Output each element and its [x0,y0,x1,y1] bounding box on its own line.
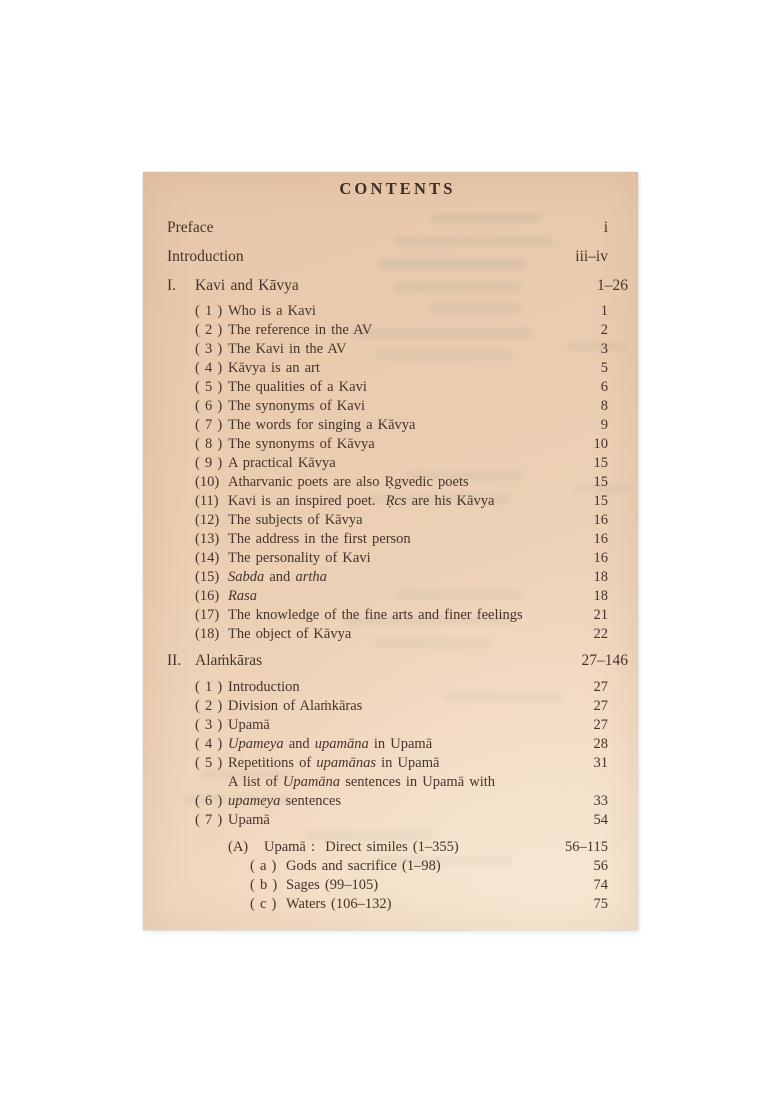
item-page-number: 27 [593,679,608,695]
item-page-number: 27 [593,717,608,733]
subsection-child-row [167,857,628,876]
italic-term: Sabda [228,569,265,585]
item-text [228,568,594,587]
front-matter-label: Introduction [167,248,244,265]
toc-item-row [167,359,628,378]
item-text: Who is a Kavi [228,303,316,319]
italic-term: Rasa [228,588,257,604]
page-content [143,172,638,930]
section-title: Alaṁkāras [195,652,263,669]
subsection-block [167,838,628,914]
section-heading [167,651,628,670]
item-number: ( 2 ) [195,698,223,714]
item-text [228,735,594,754]
item-text: Sages (99–105) [286,877,379,893]
front-matter-page-number: iii–iv [575,248,608,265]
section-heading [167,276,628,295]
item-text: The words for singing a Kāvya [228,417,416,433]
item-text: Atharvanic poets are also Ṛgvedic poets [228,474,469,490]
item-page-number: 28 [593,736,608,752]
plain-text: are his Kāvya [406,493,495,509]
item-page-number: 21 [593,607,608,623]
book-page [143,172,638,930]
item-page-number: 31 [593,755,608,771]
item-number: ( 8 ) [195,436,223,452]
item-text: The synonyms of Kavi [228,398,365,414]
italic-term: Ṛcs [385,493,407,509]
item-page-number: 16 [593,512,608,528]
item-number: ( 5 ) [195,379,223,395]
toc-item-row [167,697,628,716]
toc-item-row [167,302,628,321]
item-text [228,773,554,811]
item-text [228,587,594,606]
toc-item-row [167,811,628,830]
item-text: Division of Alaṁkāras [228,698,363,714]
item-number: (10) [195,474,220,490]
item-number: ( 4 ) [195,360,223,376]
plain-text: sentences in Upamā with [340,774,501,790]
item-page-number: 22 [593,626,608,642]
item-number: (18) [195,626,220,642]
subsection-child-row [167,876,628,895]
item-number: (11) [195,493,219,509]
item-text [228,492,594,511]
toc-section [167,276,628,644]
front-matter-row [167,218,628,237]
italic-term: upamāna [314,736,369,752]
item-number: (16) [195,588,220,604]
item-text: Upamā [228,717,270,733]
item-page-number: 16 [593,550,608,566]
item-number: ( 2 ) [195,322,223,338]
item-text: The qualities of a Kavi [228,379,367,395]
section-items [167,302,628,644]
item-text: Introduction [228,679,300,695]
toc-item-row [167,378,628,397]
item-page-number: 1 [600,303,608,319]
item-text: The subjects of Kāvya [228,512,363,528]
item-text: The Kavi in the AV [228,341,347,357]
item-text: Gods and sacrifice (1–98) [286,858,441,874]
plain-text: in Upamā [376,755,440,771]
plain-text: and [283,736,315,752]
item-text: The object of Kāvya [228,626,352,642]
item-number: (12) [195,512,220,528]
item-page-number: 27 [593,698,608,714]
item-page-number: 5 [600,360,608,376]
plain-text: in Upamā [368,736,433,752]
item-number: ( c ) [250,896,277,912]
subsection-child-row [167,895,628,914]
item-number: (17) [195,607,220,623]
section-items [167,678,628,830]
toc-item-row [167,735,628,754]
toc-item-row [167,397,628,416]
item-page-number: 15 [593,474,608,490]
toc-item-row [167,492,628,511]
item-page-number: 18 [593,569,608,585]
item-text: Upamā : Direct similes (1–355) [264,839,459,855]
item-number: ( 7 ) [195,812,223,828]
section-page-range: 27–146 [581,652,628,669]
italic-term: Upameya [228,736,284,752]
toc-item-row [167,473,628,492]
item-number: (15) [195,569,220,585]
item-number: ( 3 ) [195,341,223,357]
item-page-number: 16 [593,531,608,547]
item-page-number: 8 [600,398,608,414]
item-number: ( b ) [250,877,278,893]
item-page-number: 74 [593,877,608,893]
toc-item-row [167,454,628,473]
item-page-number: 2 [600,322,608,338]
item-number: ( 7 ) [195,417,223,433]
section-page-range: 1–26 [597,277,628,294]
item-number: ( 6 ) [195,398,223,414]
item-page-number: 6 [600,379,608,395]
toc-item-row [167,340,628,359]
toc-item-row [167,549,628,568]
toc-item-row [167,416,628,435]
item-number: ( 1 ) [195,679,223,695]
toc-item-row [167,587,628,606]
section-title: Kavi and Kāvya [195,277,299,294]
item-text: The personality of Kavi [228,550,371,566]
front-matter-row [167,247,628,266]
item-number: ( 4 ) [195,736,223,752]
item-text [228,754,594,773]
plain-text: and [264,569,296,585]
item-number: ( 6 ) [195,793,223,809]
item-number: ( 1 ) [195,303,223,319]
italic-term: artha [295,569,327,585]
front-matter-page-number: i [603,219,608,236]
item-text: The knowledge of the fine arts and finer feelings [228,607,523,623]
item-text: The reference in the AV [228,322,373,338]
item-page-number: 18 [593,588,608,604]
item-page-number: 33 [593,793,608,809]
toc-item-row [167,568,628,587]
subsection-heading-row [167,838,628,857]
section-numeral: I. [167,277,177,294]
toc-item-row [167,625,628,644]
toc-section [167,651,628,914]
item-number: (13) [195,531,220,547]
toc-item-row [167,435,628,454]
plain-text: sentences [280,793,342,809]
toc-item-row [167,678,628,697]
item-page-number: 56–115 [565,839,608,855]
plain-text: Repetitions of [228,755,317,771]
item-page-number: 56 [593,858,608,874]
item-page-number: 3 [600,341,608,357]
item-page-number: 15 [593,493,608,509]
toc-item-row [167,754,628,773]
toc-item-row [167,773,628,811]
item-number: ( 3 ) [195,717,223,733]
item-page-number: 9 [600,417,608,433]
item-page-number: 15 [593,455,608,471]
item-text: Kāvya is an art [228,360,320,376]
toc-item-row [167,606,628,625]
section-numeral: II. [167,652,182,669]
italic-term: upamānas [316,755,377,771]
item-text: A practical Kāvya [228,455,336,471]
item-page-number: 54 [593,812,608,828]
item-number: ( a ) [250,858,277,874]
item-number: (A) [228,839,249,855]
italic-term: upameya [228,793,281,809]
front-matter-label: Preface [167,219,214,236]
page-title: CONTENTS [339,179,456,198]
toc-item-row [167,530,628,549]
item-text: Upamā [228,812,270,828]
item-page-number: 10 [593,436,608,452]
item-number: ( 5 ) [195,755,223,771]
toc-item-row [167,321,628,340]
item-page-number: 75 [593,896,608,912]
item-text: The address in the first person [228,531,411,547]
front-matter [167,218,628,266]
toc-sections [167,276,628,914]
plain-text: Kavi is an inspired poet. [228,493,386,509]
item-text: Waters (106–132) [286,896,392,912]
item-text: The synonyms of Kāvya [228,436,375,452]
item-number: (14) [195,550,220,566]
item-number: ( 9 ) [195,455,223,471]
italic-term: Upamāna [282,774,341,790]
plain-text: A list of [228,774,283,790]
toc-item-row [167,511,628,530]
toc-item-row [167,716,628,735]
